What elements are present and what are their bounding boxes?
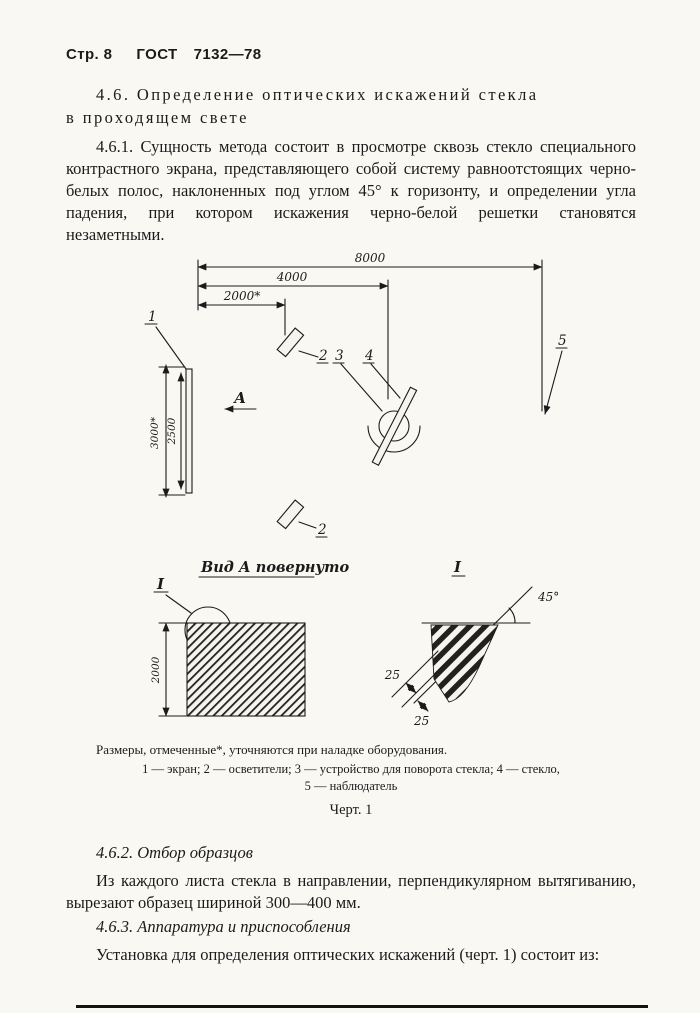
figure-caption: Черт. 1	[329, 801, 373, 818]
dim-4000-label: 4000	[276, 269, 308, 284]
illuminator-bottom	[277, 500, 303, 529]
figure-legend-line2: 5 — наблюдатель	[304, 778, 398, 793]
callout-3: 3	[335, 347, 344, 364]
section-4-6-2-heading: 4.6.2. Отбор образцов	[96, 842, 253, 862]
figure-note: Размеры, отмеченные*, уточняются при наладке оборудования.	[96, 741, 448, 757]
section-mark-right: I	[454, 557, 462, 576]
section-4-6-2-text: Из каждого листа стекла в направлении, перпендикулярном вытягиванию, вырезают образец шириной 300—400 мм.	[66, 870, 636, 912]
view-a-label: Вид А повернуто	[201, 558, 350, 576]
callout-2-top: 2	[319, 347, 328, 364]
dim-25-second-label: 25	[414, 713, 430, 728]
dim-8000-label: 8000	[354, 250, 386, 265]
section-mark-left: I	[157, 574, 165, 593]
callout-4: 4	[365, 347, 374, 364]
figure-legend-line1: 1 — экран; 2 — осветители; 3 — устройство для поворота стекла; 4 — стекло,	[142, 761, 560, 776]
section-4-6-3-heading: 4.6.3. Аппаратура и приспособления	[96, 916, 351, 936]
stripe-detail	[431, 625, 498, 702]
page-header	[66, 46, 636, 63]
section-4-6-heading-line2: в проходящем свете	[66, 108, 249, 128]
page-number-label: Стр. 8	[66, 46, 113, 63]
section-4-6-heading	[66, 83, 636, 129]
figure-1	[66, 246, 636, 819]
section-4-6-1-text: 4.6.1. Сущность метода состоит в просмотре сквозь стекло специального контрастного экрана, представляющего собой систему равноотстоящих черно-белых полос, наклоненных под углом 45° к горизонту, и определении угла падения, при котором искажения черно-белой решетки становятся незаметными.	[66, 137, 636, 244]
angle-45-label: 45°	[538, 589, 560, 604]
standard-label: ГОСТ	[136, 46, 178, 63]
dimension-and-construction-lines	[145, 260, 567, 716]
view-direction-letter: А	[234, 388, 247, 407]
dim-2000-star-label: 2000*	[223, 288, 261, 303]
illuminator-top	[277, 328, 303, 357]
screen-element	[186, 369, 192, 493]
dim-2500-label: 2500	[166, 417, 178, 445]
section-4-6-heading-line1: 4.6. Определение оптических искажений стекла	[96, 85, 539, 104]
dim-3000-star-label: 3000*	[149, 416, 161, 449]
callout-5: 5	[558, 332, 567, 349]
standard-number: 7132—78	[193, 46, 262, 63]
callout-2-bottom: 2	[318, 521, 327, 538]
scan-artifact-line	[76, 1005, 648, 1008]
dim-25-first-label: 25	[384, 667, 400, 682]
section-4-6-3-text: Установка для определения оптических искажений (черт. 1) состоит из:	[96, 944, 600, 964]
figure-1-diagram	[66, 246, 638, 738]
dim-2000-label: 2000	[150, 656, 162, 684]
screen-front-view	[187, 623, 305, 716]
callout-1: 1	[148, 308, 157, 325]
